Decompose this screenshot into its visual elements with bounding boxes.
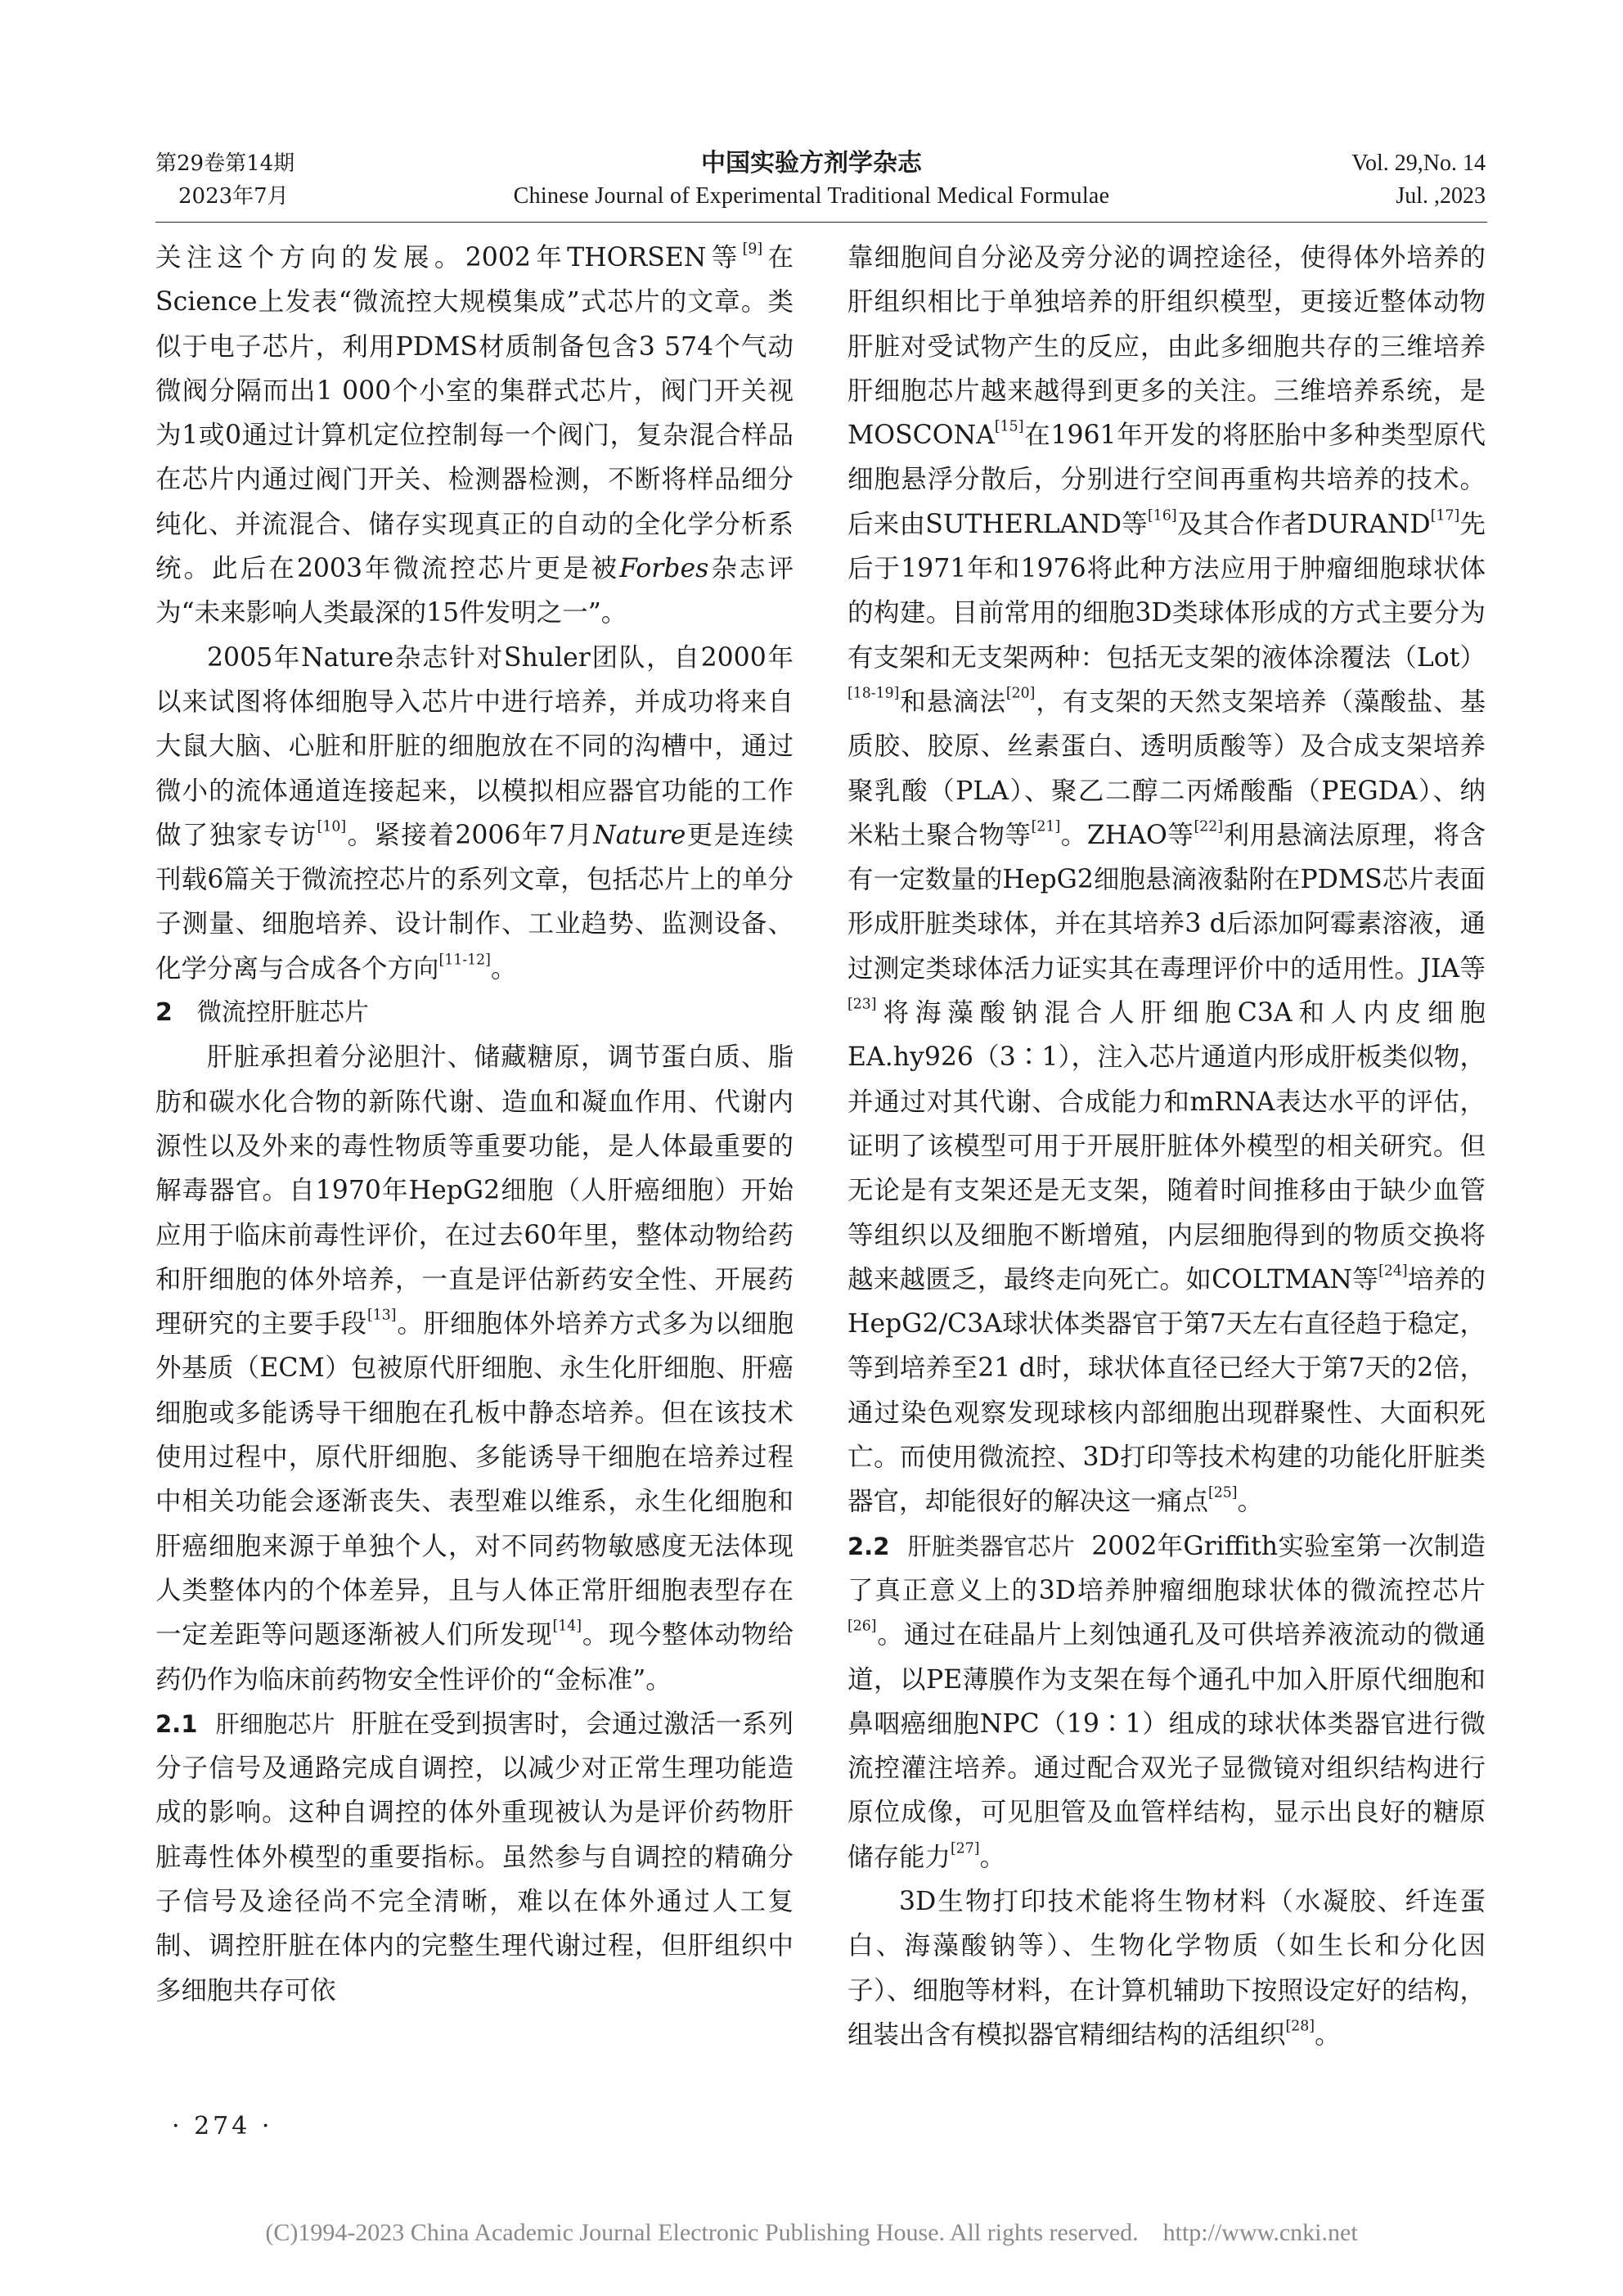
paragraph: 靠细胞间自分泌及旁分泌的调控途径，使得体外培养的肝组织相比于单独培养的肝组织模型，更接近整体动物肝脏对受试物产生的反应，由此多细胞共存的三维培养肝细胞芯片越来越得到更多的关注。三维培养系统，是MOSCONA[15]在1961年开发的将胚胎中多种类型原代细胞悬浮分散后，分别进行空间再重构共培养的技术。后来由SUTHERLAND等[16]及其合作者DURAND[17]先后于1971年和1976将此种方法应用于肿瘤细胞球状体的构建。目前常用的细胞3D类球体形成的方式主要分为有支架和无支架两种：包括无支架的液体涂覆法（Lot）[18-19]和悬滴法[20]，有支架的天然支架培养（藻酸盐、基质胶、胶原、丝素蛋白、透明质酸等）及合成支架培养聚乳酸（PLA）、聚乙二醇二丙烯酸酯（PEGDA）、纳米粘土聚合物等[21]。ZHAO等[22]利用悬滴法原理，将含有一定数量的HepG2细胞悬滴液黏附在PDMS芯片表面形成肝脏类球体，并在其培养3 d后添加阿霉素溶液，通过测定类球体活力证实其在毒理评价中的适用性。JIA等[23]将海藻酸钠混合人肝细胞C3A和人内皮细胞EA.hy926（3∶1），注入芯片通道内形成肝板类似物，并通过对其代谢、合成能力和mRNA表达水平的评估，证明了该模型可用于开展肝脏体外模型的相关研究。但无论是有支架还是无支架，随着时间推移由于缺少血管等组织以及细胞不断增殖，内层细胞得到的物质交换将越来越匮乏，最终走向死亡。如COLTMAN等[24]培养的HepG2/C3A球状体类器官于第7天左右直径趋于稳定，等到培养至21 d时，球状体直径已经大于第7天的2倍，通过染色观察发现球核内部细胞出现群聚性、大面积死亡。而使用微流控、3D打印等技术构建的功能化肝脏类器官，却能很好的解决这一痛点[25]。 [847,243,1486,1517]
citation: [26] [847,1618,877,1635]
citation: [27] [951,1840,980,1857]
citation: [28] [1285,2018,1315,2035]
citation: [22] [1194,818,1224,835]
subsection-title: 肝细胞芯片 [215,1709,336,1738]
page-number: · 274 · [172,2112,273,2141]
paragraph: 2005年Nature杂志针对Shuler团队，自2000年以来试图将体细胞导入芯片中进行培养，并成功将来自大鼠大脑、心脏和肝脏的细胞放在不同的沟槽中，通过微小的流体通道连接起来，以模拟相应器官功能的工作做了独家专访[10]。紧接着2006年7月Nature更是连续刊载6篇关于微流控芯片的系列文章，包括芯片上的单分子测量、细胞培养、设计制作、工业趋势、监测设备、化学分离与合成各个方向[11-12]。 [155,642,794,984]
journal-title-en: Chinese Journal of Experimental Traditional Medical Formulae [513,183,1110,209]
issue-date: 2023年7月 [178,184,289,209]
issue-date-en: Jul. ,2023 [1396,183,1486,209]
paragraph: 2.1 肝细胞芯片 肝脏在受到损害时，会通过激活一系列分子信号及通路完成自调控，以减少对正常生理功能造成的影响。这种自调控的体外重现被认为是评价药物肝脏毒性体外模型的重要指标。虽然参与自调控的精确分子信号及途径尚不完全清晰，难以在体外通过人工复制、调控肝脏在体内的完整生理代谢过程，但肝组织中多细胞共存可依 [155,1708,794,2006]
citation: [23] [847,996,877,1013]
citation: [21] [1031,818,1061,835]
header-rule [155,222,1487,223]
paragraph: 2.2 肝脏类器官芯片 2002年Griffith实验室第一次制造了真正意义上的3D培养肿瘤细胞球状体的微流控芯片[26]。通过在硅晶片上刻蚀通孔及可供培养液流动的微通道，以PE薄膜作为支架在每个通孔中加入肝原代细胞和鼻咽癌细胞NPC（19∶1）组成的球状体类器官进行微流控灌注培养。通过配合双光子显微镜对组织结构进行原位成像，可见胆管及血管样结构，显示出良好的糖原储存能力[27]。 [847,1531,1486,1872]
citation: [15] [994,418,1024,435]
paragraph: 3D生物打印技术能将生物材料（水凝胶、纤连蛋白、海藻酸钠等）、生物化学物质（如生长和分化因子）、细胞等材料，在计算机辅助下按照设定好的结构，组装出含有模拟器官精细结构的活组织[28]。 [847,1886,1486,2050]
citation: [25] [1208,1484,1238,1501]
citation: [17] [1430,507,1460,524]
citation: [9] [742,241,763,258]
volume-issue-en: Vol. 29,No. 14 [1351,151,1486,176]
citation: [13] [366,1307,397,1324]
citation: [10] [317,818,347,835]
journal-title-cn: 中国实验方剂学杂志 [701,149,922,178]
citation: [14] [552,1618,582,1635]
copyright-footer: (C)1994-2023 China Academic Journal Electronic Publishing House. All rights reserved. http://www.cnki.net [265,2219,1358,2246]
paragraph: 肝脏承担着分泌胆汁、储藏糖原，调节蛋白质、脂肪和碳水化合物的新陈代谢、造血和凝血作用、代谢内源性以及外来的毒性物质等重要功能，是人体最重要的解毒器官。自1970年HepG2细胞（人肝癌细胞）开始应用于临床前毒性评价，在过去60年里，整体动物给药和肝细胞的体外培养，一直是评估新药安全性、开展药理研究的主要手段[13]。肝细胞体外培养方式多为以细胞外基质（ECM）包被原代肝细胞、永生化肝细胞、肝癌细胞或多能诱导干细胞在孔板中静态培养。但在该技术使用过程中，原代肝细胞、多能诱导干细胞在培养过程中相关功能会逐渐丧失、表型难以维系，永生化细胞和肝癌细胞来源于单独个人，对不同药物敏感度无法体现人类整体内的个体差异，且与人体正常肝细胞表型存在一定差距等问题逐渐被人们所发现[14]。现今整体动物给药仍作为临床前药物安全性评价的“金标准”。 [155,1042,794,1695]
subsection-title: 肝脏类器官芯片 [907,1532,1076,1560]
subsection-number: 2.2 [847,1532,890,1560]
left-column [155,236,794,2013]
paragraph: 关注这个方向的发展。2002年THORSEN等[9]在Science上发表“微流控大规模集成”式芯片的文章。类似于电子芯片，利用PDMS材质制备包含3 574个气动微阀分隔而出1 000个小室的集群式芯片，阀门开关视为1或0通过计算机定位控制每一个阀门，复杂混合样品在芯片内通过阀门开关、检测器检测，不断将样品细分纯化、并流混合、储存实现真正的自动的全化学分析系统。此后在2003年微流控芯片更是被Forbes杂志评为“未来影响人类最深的15件发明之一”。 [155,241,794,628]
citation: [18-19] [847,685,900,702]
citation: [20] [1005,685,1036,702]
right-column [847,236,1486,2057]
journal-issue-info-en [1351,147,1486,213]
citation: [11-12] [438,952,491,969]
citation: [24] [1378,1263,1408,1280]
citation: [16] [1148,507,1177,524]
section-title: 微流控肝脏芯片 [196,998,369,1028]
section-heading [155,991,794,1035]
volume-issue: 第29卷第14期 [155,151,295,176]
subsection-number: 2.1 [155,1709,198,1738]
section-number: 2 [155,998,173,1028]
